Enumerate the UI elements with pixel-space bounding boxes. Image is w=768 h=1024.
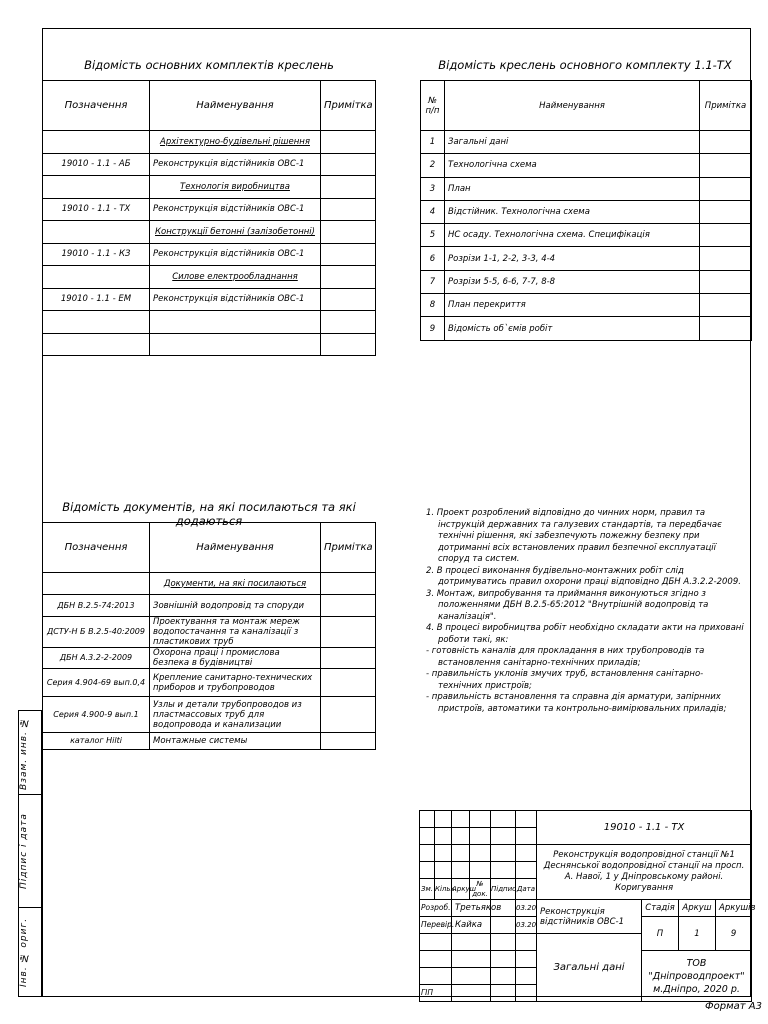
sheet-b-title: Відомість креслень основного комплекту 1.1-ТХ: [438, 58, 732, 72]
table-row: [421, 154, 752, 177]
note-cell: [321, 669, 376, 697]
sheets-header: Аркушів: [716, 900, 752, 917]
name-cell: Узлы и детали трубопроводов из пластмассовых труб для водопровода и канализации: [150, 697, 321, 733]
number-cell: 8: [421, 294, 445, 317]
sheet-header: Аркуш: [679, 900, 716, 917]
note-item: - готовність каналів для прокладання в них трубопроводів та встановлення санітарно-технічних приладів;: [426, 646, 705, 668]
name-cell: Технологічна схема: [445, 154, 700, 177]
note-cell: [321, 648, 376, 669]
table-row: [43, 595, 376, 617]
name-cell: План: [445, 177, 700, 200]
note-cell: [321, 176, 376, 199]
designation-cell: [43, 311, 150, 334]
number-cell: 1: [421, 131, 445, 154]
designation-cell: Серия 4.904-69 вып.0,4: [43, 669, 150, 697]
name-cell: НС осаду. Технологічна схема. Специфікація: [445, 224, 700, 247]
designation-cell: [43, 333, 150, 356]
role-checker: Перевір.: [420, 917, 452, 934]
number-cell: 7: [421, 270, 445, 293]
table-row: [43, 697, 376, 733]
inv-replace-label: Взам. инв. №: [19, 716, 29, 790]
col-note: Примітка: [321, 523, 376, 573]
col-name: Найменування: [150, 523, 321, 573]
col-sheet: Аркуш: [452, 879, 470, 900]
role-gip: ГІП: [420, 985, 452, 1002]
number-cell: 5: [421, 224, 445, 247]
table-row: [43, 266, 376, 289]
note-cell: [321, 131, 376, 154]
table-row: [43, 198, 376, 221]
note-cell: [321, 266, 376, 289]
note-item: 2. В процесі виконання будівельно-монтажних робіт слід дотримуватись правил охорони праці відповідно ДБН А.3.2.2-2009.: [426, 565, 741, 587]
note-cell: [700, 294, 752, 317]
name-cell: Розрізи 5-5, 6-6, 7-7, 8-8: [445, 270, 700, 293]
name-cell: [150, 333, 321, 356]
designation-cell: [43, 176, 150, 199]
col-qty: Кільк.: [435, 879, 452, 900]
name-cell: Реконструкція відстійників ОВС-1: [150, 198, 321, 221]
sheet-c-table: [42, 522, 376, 750]
table-row: [43, 243, 376, 266]
name-cell: Монтажные системы: [150, 733, 321, 750]
note-item: - правильність встановлення та справна дія арматури, запірнних пристроїв, автоматики та контрольно-вимірювальних приладів;: [426, 692, 727, 714]
name-cell: Реконструкція відстійників ОВС-1: [150, 243, 321, 266]
table-row: [43, 176, 376, 199]
designation-cell: 19010 - 1.1 - АБ: [43, 153, 150, 176]
table-row: [43, 221, 376, 244]
note-cell: [700, 200, 752, 223]
stamp-object: Реконструкція відстійників ОВС-1: [537, 900, 642, 934]
designation-cell: ДСТУ-Н Б В.2.5-40:2009: [43, 617, 150, 648]
table-row: [43, 153, 376, 176]
side-stamp: [18, 710, 42, 997]
table-row: [43, 617, 376, 648]
col-designation: Позначення: [43, 523, 150, 573]
note-cell: [700, 177, 752, 200]
designation-cell: ДБН В.2.5-74:2013: [43, 595, 150, 617]
general-notes: [426, 508, 746, 715]
note-cell: [321, 221, 376, 244]
person-developer: Третьяков: [452, 900, 491, 917]
table-row: [43, 733, 376, 750]
designation-cell: Серия 4.900-9 вып.1: [43, 697, 150, 733]
col-designation: Позначення: [43, 81, 150, 131]
format-label: Формат А3: [705, 1001, 762, 1012]
designation-cell: [43, 131, 150, 154]
name-cell: Конструкції бетонні (залізобетонні): [150, 221, 321, 244]
name-cell: План перекриття: [445, 294, 700, 317]
table-row: [421, 224, 752, 247]
designation-cell: 19010 - 1.1 - КЗ: [43, 243, 150, 266]
sheet-a-table: [42, 80, 376, 356]
table-header: [421, 81, 752, 131]
role-developer: Розроб.: [420, 900, 452, 917]
table-row: [43, 648, 376, 669]
col-doc: № док.: [470, 879, 491, 900]
note-cell: [321, 288, 376, 311]
title-block: [419, 810, 756, 1002]
table-row: [43, 669, 376, 697]
stage-value: П: [642, 917, 679, 951]
note-cell: [700, 247, 752, 270]
number-cell: 2: [421, 154, 445, 177]
note-cell: [700, 131, 752, 154]
name-cell: Охорона праці і промислова безпека в будівництві: [150, 648, 321, 669]
number-cell: 6: [421, 247, 445, 270]
date-checker: 03.20: [516, 917, 537, 934]
sheet-value: 1: [679, 917, 716, 951]
designation-cell: 19010 - 1.1 - ТХ: [43, 198, 150, 221]
col-number: № п/п: [421, 81, 445, 131]
note-item: 3. Монтаж, випробування та приймання виконуються згідно з положеннями ДБН В.2.5-65:2012 "Внутрішній водопровід та каналізація".: [426, 588, 709, 622]
table-row: [43, 573, 376, 595]
designation-cell: ДБН А.3.2-2-2009: [43, 648, 150, 669]
name-cell: Відстійник. Технологічна схема: [445, 200, 700, 223]
note-cell: [321, 573, 376, 595]
table-row: [421, 294, 752, 317]
table-row: [43, 311, 376, 334]
note-cell: [700, 224, 752, 247]
number-cell: 9: [421, 317, 445, 340]
name-cell: Загальні дані: [445, 131, 700, 154]
stage-header: Стадія: [642, 900, 679, 917]
designation-cell: [43, 221, 150, 244]
name-cell: Реконструкція відстійників ОВС-1: [150, 288, 321, 311]
note-cell: [700, 270, 752, 293]
note-cell: [321, 595, 376, 617]
sheets-value: 9: [716, 917, 752, 951]
col-name: Найменування: [150, 81, 321, 131]
designation-cell: 19010 - 1.1 - ЕМ: [43, 288, 150, 311]
designation-cell: каталог Hilti: [43, 733, 150, 750]
table-row: [43, 333, 376, 356]
stamp-code: 19010 - 1.1 - ТХ: [537, 811, 752, 845]
note-cell: [321, 153, 376, 176]
note-cell: [321, 697, 376, 733]
name-cell: Реконструкція відстійників ОВС-1: [150, 153, 321, 176]
note-cell: [700, 317, 752, 340]
note-item: 4. В процесі виробництва робіт необхідно складати акти на приховані роботи такі, як:: [426, 623, 744, 645]
name-cell: Силове електрообладнання: [150, 266, 321, 289]
note-cell: [321, 617, 376, 648]
table-header: [43, 523, 376, 573]
date-developer: 03.20: [516, 900, 537, 917]
col-note: Примітка: [321, 81, 376, 131]
name-cell: Архітектурно-будівельні рішення: [150, 131, 321, 154]
stamp-project: Реконструкція водопровідної станції №1 Деснянської водопровідної станції на просп. А. Навої, 1 у Дніпровському районі. Коригування: [537, 845, 752, 900]
number-cell: 3: [421, 177, 445, 200]
number-cell: 4: [421, 200, 445, 223]
col-note: Примітка: [700, 81, 752, 131]
stamp-drawing: Загальні дані: [537, 934, 642, 1002]
designation-cell: [43, 266, 150, 289]
note-cell: [700, 154, 752, 177]
note-cell: [321, 333, 376, 356]
note-cell: [321, 198, 376, 221]
note-item: - правильність уклонів змучих труб, встановлення санітарно-технічних пристроїв;: [426, 669, 704, 691]
name-cell: Документи, на які посилаються: [150, 573, 321, 595]
name-cell: Технологія виробництва: [150, 176, 321, 199]
name-cell: Крепление санитарно-технических приборов и трубопроводов: [150, 669, 321, 697]
table-row: [43, 288, 376, 311]
table-row: [43, 131, 376, 154]
note-cell: [321, 311, 376, 334]
stamp-org: ТОВ "Дніпроводпроект" м.Дніпро, 2020 р.: [642, 951, 752, 1002]
table-row: [421, 317, 752, 340]
table-row: [421, 177, 752, 200]
note-cell: [321, 733, 376, 750]
sheet-a-title: Відомість основних комплектів креслень: [84, 58, 334, 72]
table-row: [421, 270, 752, 293]
table-row: [421, 200, 752, 223]
designation-cell: [43, 573, 150, 595]
col-sign: Підпис: [491, 879, 516, 900]
name-cell: Проектування та монтаж мереж водопостачання та каналізації з пластикових труб: [150, 617, 321, 648]
person-checker: Кайка: [452, 917, 491, 934]
name-cell: [150, 311, 321, 334]
table-header: [43, 81, 376, 131]
name-cell: Відомість об`ємів робіт: [445, 317, 700, 340]
sheet-c-title: Відомість документів, на які посилаються та які додаються: [62, 500, 356, 528]
col-name: Найменування: [445, 81, 700, 131]
table-row: [421, 131, 752, 154]
note-cell: [321, 243, 376, 266]
table-row: [421, 247, 752, 270]
inv-orig-label: Інв. № ориг.: [19, 917, 29, 987]
name-cell: Розрізи 1-1, 2-2, 3-3, 4-4: [445, 247, 700, 270]
name-cell: Зовнішній водопровід та споруди: [150, 595, 321, 617]
sign-date-label: Підпис і дата: [19, 813, 29, 889]
note-item: 1. Проект розроблений відповідно до чинних норм, правил та інструкцій державних та галузевих стандартів, та передбачає технічні рішення, які забезпечують пожежну безпеку при дотриманні всіх встановлених правил безпечної експлуатації споруд та систем.: [426, 508, 722, 564]
col-date: Дата: [516, 879, 537, 900]
sheet-b-table: [420, 80, 752, 341]
col-change: Зм.: [420, 879, 435, 900]
